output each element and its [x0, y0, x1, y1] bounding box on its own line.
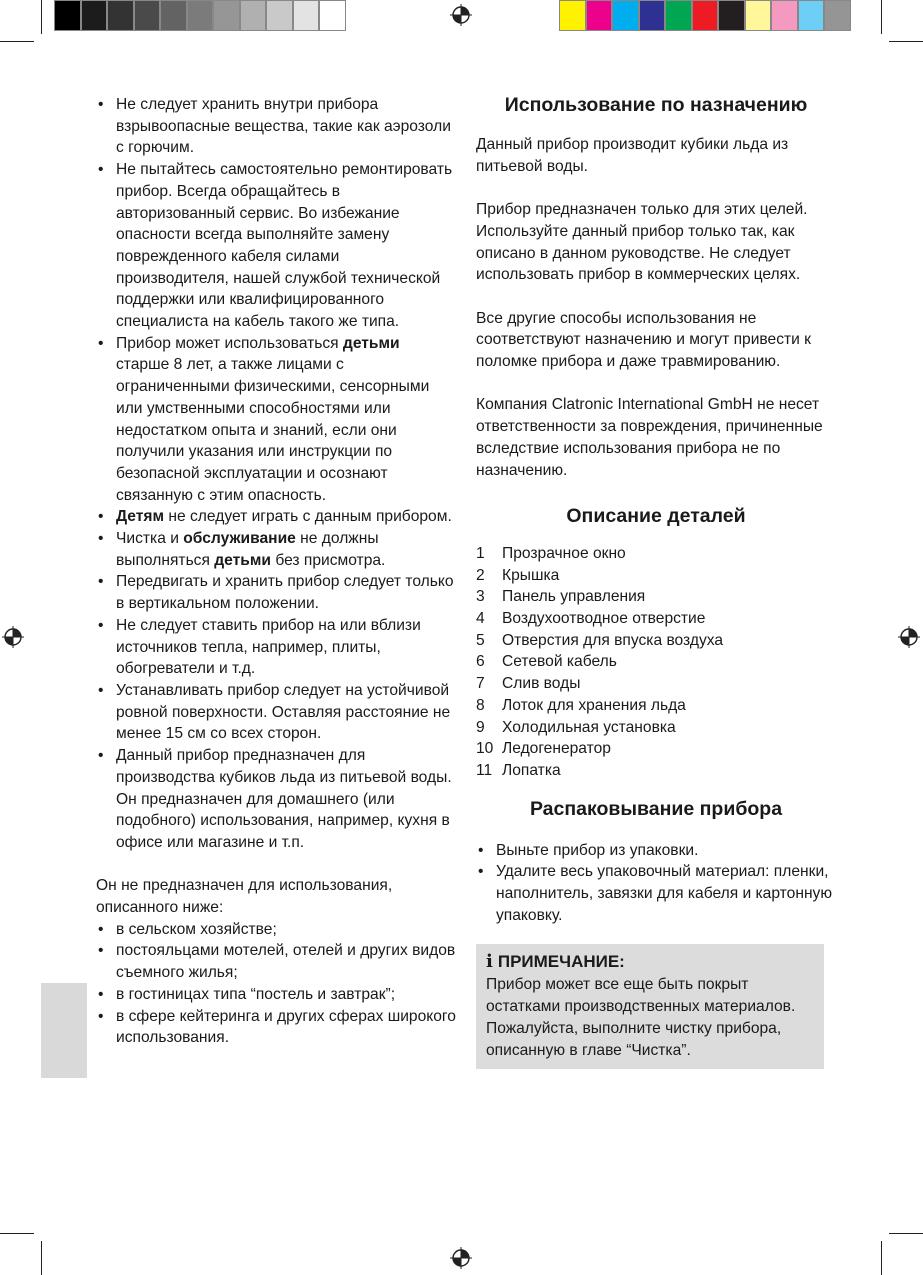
part-item [476, 630, 836, 652]
part-label: Отверстия для впуска воздуха [502, 631, 724, 649]
parts-list [476, 543, 836, 782]
text-run: Устанавливать прибор следует на устойчивой ровной поверхности. Оставляя расстояние не менее 15 см со всех сторон. [116, 681, 451, 743]
text-run: Прибор может использоваться [116, 334, 343, 352]
gray-swatch [293, 0, 320, 31]
part-number: 2 [476, 566, 485, 584]
registration-mark-icon [450, 1247, 472, 1269]
part-label: Прозрачное окно [502, 544, 626, 562]
part-item [476, 565, 836, 587]
part-item [476, 738, 836, 760]
bold-text: детьми [214, 551, 271, 569]
note-text: Прибор может все еще быть покрыт остатками производственных материалов. Пожалуйста, выполните чистку прибора, описанную в главе “Чистка”. [486, 976, 796, 1059]
color-swatch [745, 0, 772, 31]
bold-text: Детям [116, 508, 165, 526]
text-run: без присмотра. [270, 551, 386, 569]
registration-mark-icon [2, 626, 24, 648]
not-intended-item: • в сельском хозяйстве; [96, 919, 456, 941]
part-item [476, 717, 836, 739]
text-run: старше 8 лет, а также лицами с ограниченными физическими, сенсорными или умственными способностями или недостатком опыта и знаний, если они получили указания или инструкции по безопасной эксплуатации и осознают связанную с этим опасность. [116, 356, 430, 504]
parts-heading: Описание деталей [566, 504, 746, 527]
unpack-item: • Удалите весь упаковочный материал: пленки, наполнитель, завязки для кабеля и картонную упаковку. [476, 861, 836, 926]
usage-paragraph: Данный прибор производит кубики льда из питьевой воды. [476, 136, 789, 175]
usage-heading: Использование по назначению [504, 94, 808, 116]
part-label: Воздухоотводное отверстие [502, 610, 706, 627]
unpack-heading: Распаковывание прибора [529, 797, 783, 820]
color-swatch [639, 0, 666, 31]
crop-mark [41, 0, 42, 34]
crop-mark [881, 0, 882, 34]
note-box [476, 944, 824, 1069]
text-run: Данный прибор предназначен для производства кубиков льда из питьевой воды. Он предназначен для домашнего (или подобного) использования, например, кухня в офисе или магазине и т.п. [116, 747, 452, 851]
registration-mark-icon [450, 4, 472, 26]
gray-swatch [54, 0, 81, 31]
color-swatch [559, 0, 586, 31]
not-intended-item: • в гостиницах типа “постель и завтрак”; [96, 984, 456, 1006]
color-swatch [586, 0, 613, 31]
unpack-item: • Выньте прибор из упаковки. [476, 840, 836, 862]
part-item [476, 673, 836, 695]
registration-mark-icon [898, 626, 920, 648]
part-label: Лоток для хранения льда [502, 696, 686, 714]
not-intended-list [96, 919, 456, 1049]
color-swatch [612, 0, 639, 31]
part-number: 7 [476, 675, 485, 693]
crop-mark [889, 41, 923, 42]
safety-item [96, 506, 456, 528]
text-run: не следует играть с данным прибором. [164, 508, 452, 526]
part-label: Слив воды [502, 675, 581, 693]
gray-swatch [319, 0, 346, 31]
part-label: Ледогенератор [502, 740, 611, 758]
color-swatch [771, 0, 798, 31]
crop-mark [0, 41, 34, 42]
text-run: Передвигать и хранить прибор следует только в вертикальном положении. [116, 573, 454, 613]
gray-swatch [187, 0, 214, 31]
color-swatch [665, 0, 692, 31]
usage-paragraph: Прибор предназначен только для этих целей. Используйте данный прибор только так, как описано в данном руководстве. Не следует использовать прибор в коммерческих целях. [476, 201, 808, 284]
gray-swatch [107, 0, 134, 31]
part-item [476, 760, 836, 782]
safety-item [96, 680, 456, 745]
part-number: 10 [476, 740, 494, 758]
color-calibration-strip [559, 0, 851, 31]
safety-instructions-list [96, 94, 456, 854]
crop-mark [881, 1241, 882, 1275]
part-number: 6 [476, 653, 485, 671]
bold-text: обслуживание [183, 530, 296, 548]
crop-mark [41, 1241, 42, 1275]
part-item [476, 695, 836, 717]
note-title [486, 950, 814, 974]
part-label: Сетевой кабель [502, 653, 617, 671]
text-run: Чистка и [116, 530, 184, 548]
safety-item [96, 745, 456, 854]
bold-text: детьми [342, 334, 400, 352]
part-label: Панель управления [502, 588, 646, 606]
part-item [476, 651, 836, 673]
text-run: Не следует хранить внутри прибора взрывоопасные вещества, такие как аэрозоли с горючим. [116, 96, 451, 157]
gray-swatch [213, 0, 240, 31]
gray-swatch [81, 0, 108, 31]
part-number: 5 [476, 631, 485, 649]
part-number: 4 [476, 610, 485, 627]
language-side-tab [41, 983, 87, 1078]
usage-section [476, 134, 836, 481]
part-number: 1 [476, 544, 485, 562]
text-run: Не пытайтесь самостоятельно ремонтировать прибор. Всегда обращайтесь в авторизованный сервис. Во избежание опасности всегда выполняйте замену поврежденного кабеля силами производителя, нашей службой технической поддержки или квалифицированного специалиста на кабель такого же типа. [116, 161, 453, 331]
gray-swatch [266, 0, 293, 31]
color-swatch [692, 0, 719, 31]
not-intended-item: • постояльцами мотелей, отелей и других видов съемного жилья; [96, 940, 456, 983]
usage-paragraph: Все другие способы использования не соответствуют назначению и могут привести к поломке прибора и даже травмированию. [476, 309, 812, 370]
grayscale-calibration-strip [54, 0, 346, 31]
safety-item [96, 159, 456, 333]
color-swatch [798, 0, 825, 31]
right-column [476, 92, 836, 1069]
part-item [476, 586, 836, 608]
text-run: Не следует ставить прибор на или вблизи источников тепла, например, плиты, обогреватели и т.д. [116, 616, 421, 678]
color-swatch [824, 0, 851, 31]
usage-paragraph: Компания Clatronic International GmbH не несет ответственности за повреждения, причиненные вследствие использования прибора не по назначению. [476, 396, 823, 479]
part-item [476, 608, 836, 630]
safety-item [96, 528, 456, 571]
safety-item [96, 333, 456, 507]
safety-item [96, 94, 456, 159]
info-icon: i [486, 951, 493, 973]
part-number: 11 [476, 761, 493, 779]
unpack-list [476, 840, 836, 927]
part-label: Холодильная установка [502, 718, 676, 736]
gray-swatch [134, 0, 161, 31]
not-intended-item: • в сфере кейтеринга и других сферах широкого использования. [96, 1006, 456, 1049]
color-swatch [718, 0, 745, 31]
part-label: Крышка [502, 566, 560, 584]
left-column [96, 94, 456, 1049]
crop-mark [889, 1233, 923, 1234]
gray-swatch [240, 0, 267, 31]
safety-item [96, 571, 456, 614]
text-run: не должны выполняться [116, 530, 379, 569]
note-title-text: ПРИМЕЧАНИЕ: [497, 952, 625, 972]
part-number: 9 [476, 718, 485, 736]
not-intended-intro: Он не предназначен для использования, описанного ниже: [96, 877, 393, 916]
safety-item [96, 615, 456, 680]
part-label: Лопатка [502, 761, 561, 779]
crop-mark [0, 1233, 34, 1234]
gray-swatch [160, 0, 187, 31]
part-number: 3 [476, 588, 485, 606]
part-number: 8 [476, 696, 485, 714]
part-item [476, 543, 836, 565]
